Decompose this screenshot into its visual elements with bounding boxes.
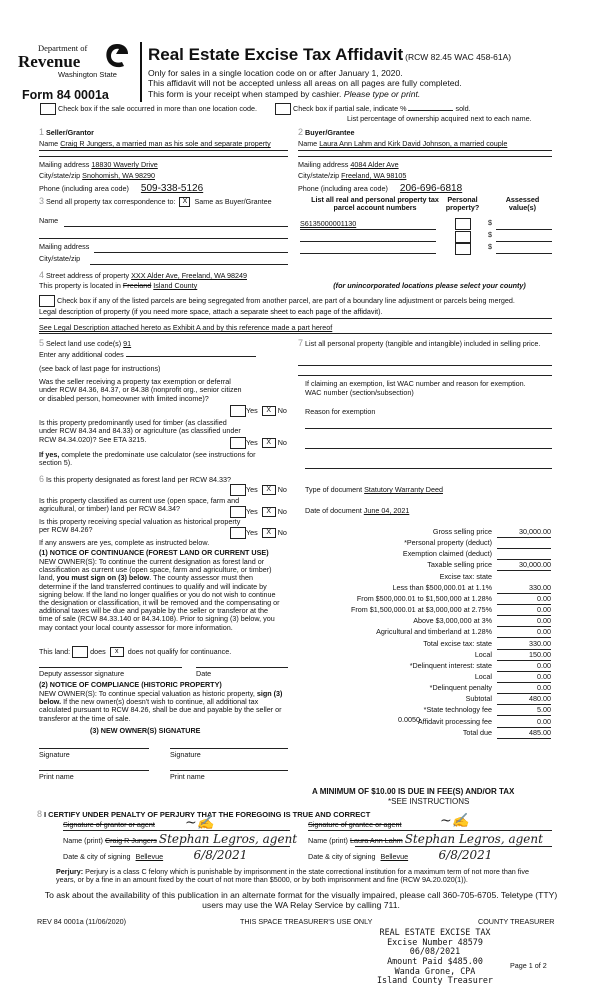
multi-location-label: Check box if the sale occurred in more than one location code. <box>58 103 257 113</box>
revision-label: REV 84 0001a (11/06/2020) <box>37 917 126 926</box>
legal-desc-field[interactable]: See Legal Description attached hereto as Exhibit A and by this reference made a part hereof <box>39 323 333 332</box>
grantee-signature-label: Signature of grantee or agent <box>308 820 402 829</box>
no-label: No <box>277 405 287 415</box>
deputy-signature-label: Deputy assessor signature <box>39 669 125 678</box>
buyer-name-label: Name <box>298 139 318 148</box>
reason-label: Reason for exemption <box>305 407 376 416</box>
section-4-number: 4 <box>39 270 45 280</box>
dor-logo <box>18 44 138 88</box>
answers-note: If any answers are yes, complete as instructed below. <box>39 538 210 547</box>
tax-row-value[interactable]: 480.00 <box>497 695 551 705</box>
partial-sale-checkbox[interactable] <box>275 103 291 115</box>
grantee-date-city-label: Date & city of signing <box>308 852 376 861</box>
segregation-checkbox[interactable] <box>39 295 55 307</box>
doc-type-label: Type of document <box>305 485 363 494</box>
buyer-phone-field[interactable]: 206-696-6818 <box>399 183 463 194</box>
yes-label: Yes <box>246 405 258 415</box>
seller-phone-label: Phone (including area code) <box>39 184 129 193</box>
sold-label: sold. <box>455 103 471 113</box>
logo-state: Washington State <box>58 70 117 79</box>
grantor-date-city-label: Date & city of signing <box>63 852 131 861</box>
tax-row-label: Above $3,000,000 at 3% <box>413 616 492 625</box>
perjury-text: Perjury is a class C felony which is punishable by imprisonment in the state correctional institution for a maximum term of not more than five years, or by a fine in an amount fixed by the court of not more than $5000, or by both imprisonment and fine (RCW 9A.20.020(1)). <box>56 867 529 885</box>
ownership-note: List percentage of ownership acquired next to each name. <box>347 114 532 123</box>
land-does-checkbox[interactable] <box>72 646 88 658</box>
forest-yes-checkbox[interactable] <box>230 484 246 496</box>
grantee-name-label: Name (print) <box>308 836 348 845</box>
corr-city-label: City/state/zip <box>39 254 81 263</box>
exemption-no-checkbox[interactable]: X <box>262 406 276 416</box>
wa-seal-icon <box>104 42 130 70</box>
header-line-1: Only for sales in a single location code on or after January 1, 2020. <box>148 68 403 78</box>
personal-property-checkbox-2[interactable] <box>455 231 471 243</box>
this-land-label: This land: <box>39 646 71 656</box>
minimum-fee-note: A MINIMUM OF $10.00 IS DUE IN FEE(S) AND/OR TAX <box>312 787 515 796</box>
same-as-buyer-checkbox[interactable]: X <box>179 197 190 207</box>
tax-row-label: Subtotal <box>465 694 492 703</box>
historic-no-checkbox[interactable]: X <box>262 528 276 538</box>
parcel-number-1[interactable]: S6135000001130 <box>300 219 357 228</box>
tax-row-value[interactable]: 485.00 <box>497 729 551 739</box>
same-as-buyer-label: Same as Buyer/Grantee <box>194 197 272 206</box>
local-rate-value: 0.0050 <box>398 715 420 724</box>
no-label: No <box>277 506 287 516</box>
tax-row-label: From $1,500,000.01 at $3,000,000 at 2.75% <box>350 605 492 614</box>
header-line-3: This form is your receipt when stamped by cashier. <box>148 88 342 99</box>
tax-row-label: Taxable selling price <box>427 560 492 569</box>
section-2-number: 2 <box>298 127 304 137</box>
grantor-date-field[interactable]: 6/8/2021 <box>193 848 248 862</box>
located-label: This property is located in <box>39 281 121 290</box>
tax-row-label: Exemption claimed (deduct) <box>402 549 492 558</box>
if-yes-bold: If yes, <box>39 450 60 459</box>
parcel-col-header: List all real and personal property tax parcel account numbers <box>311 195 439 213</box>
tax-row-label: Excise tax: state <box>439 572 492 581</box>
stamp-line: Island County Treasurer <box>377 975 493 986</box>
buyer-heading: Buyer/Grantee <box>305 128 355 137</box>
stamp-line: 06/08/2021 <box>409 946 461 957</box>
exemption-claim-label: If claiming an exemption, list WAC number and reason for exemption. <box>305 379 526 388</box>
stamp-line: Amount Paid $485.00 <box>387 955 483 966</box>
buyer-mail-field[interactable]: 4084 Alder Ave <box>350 160 399 169</box>
notice-continuance-text-b: you must sign on (3) below <box>56 573 150 583</box>
seller-mail-field[interactable]: 18830 Waverly Drive <box>91 160 158 169</box>
notice-compliance-text-b: sign (3) below. <box>39 689 283 707</box>
treasurer-stamp <box>360 928 510 986</box>
tax-row-label: From $500,000.01 to $1,500,000 at 1.28% <box>356 594 492 603</box>
notice-continuance-text-c: . The county assessor must then determine if the land transferred continues to qualify and will indicate by signing below. If the land no longer qualifies or you do not wish to continue the designation or classification, it will be removed and the compensating or additional taxes will be due and payable by the seller or transferor at the time of sale (RCW 84.33.140 or 84.34.108). Prior to signing (3) below, you may contact your local county assessor for more information. <box>39 573 280 632</box>
tax-row-label: Affidavit processing fee <box>417 717 492 726</box>
section-8-number: 8 <box>37 809 43 819</box>
form-number: Form 84 0001a <box>22 88 109 102</box>
logo-agency: Revenue <box>18 52 81 71</box>
tax-row-label: Local <box>474 672 492 681</box>
seller-mail-label: Mailing address <box>39 160 90 169</box>
seller-heading: Seller/Grantor <box>46 128 94 137</box>
corr-name-label: Name <box>39 216 59 225</box>
tax-row-label: Local <box>474 650 492 659</box>
buyer-city-label: City/state/zip <box>298 171 340 180</box>
section-5-number: 5 <box>39 338 45 348</box>
seller-city-label: City/state/zip <box>39 171 81 180</box>
header-line-2: This affidavit will not be accepted unless all areas on all pages are fully completed. <box>148 78 462 89</box>
tax-row-value[interactable] <box>497 539 551 549</box>
land-does-label: does <box>90 646 106 656</box>
county-select[interactable]: Island County <box>153 281 198 290</box>
current-use-question: Is this property classified as current use (open space, farm and agricultural, or timber) land per RCW 84.34? <box>39 496 240 514</box>
owner-signature-label-2: Signature <box>170 750 201 759</box>
current-use-no-checkbox[interactable]: X <box>262 507 276 517</box>
tax-row-label: *Personal property (deduct) <box>404 538 492 547</box>
section-3-number: 3 <box>39 196 45 206</box>
tax-row-value[interactable]: 30,000.00 <box>497 561 551 571</box>
tax-row-value[interactable]: 0.00 <box>497 718 551 728</box>
timber-question: Is this property predominantly used for timber (as classified under RCW 84.34 and 84.33) or agriculture (as classified under RCW 84.34.020)? See ETA 3215. <box>39 418 241 444</box>
segregation-label: Check box if any of the listed parcels are being segregated from another parcel, are part of a boundary line adjustment or parcels being merged. <box>57 295 515 305</box>
doc-date-label: Date of document <box>305 506 362 515</box>
grantee-name-struck: Laura Ann Lahm <box>349 836 403 845</box>
grantor-city-field[interactable]: Bellevue <box>135 852 164 861</box>
assessed-dollar-1: $ <box>488 218 492 227</box>
grantor-name-struck: Craig R Jungers <box>104 836 157 845</box>
buyer-city-field[interactable]: Freeland, WA 98105 <box>341 171 407 180</box>
stamp-line: Excise Number 48579 <box>387 936 483 947</box>
owner-signature-label-1: Signature <box>39 750 70 759</box>
assessed-col-header: Assessed value(s) <box>505 195 540 213</box>
grantor-signature-mark: ~✍ <box>185 815 215 831</box>
yes-label: Yes <box>246 484 258 494</box>
tax-row-label: Total excise tax: state <box>423 639 492 648</box>
tax-row-label: *Delinquent interest: state <box>409 661 492 670</box>
certify-heading: I CERTIFY UNDER PENALTY OF PERJURY THAT THE FOREGOING IS TRUE AND CORRECT <box>44 810 371 819</box>
corr-mail-label: Mailing address <box>39 242 90 251</box>
tax-row-label: *Delinquent penalty <box>429 683 492 692</box>
yes-label: Yes <box>246 527 258 537</box>
land-use-field[interactable]: 91 <box>123 339 132 348</box>
notice-compliance-title: (2) NOTICE OF COMPLIANCE (HISTORIC PROPERTY) <box>39 680 222 689</box>
notice-continuance-text-a: NEW OWNER(S): To continue the current designation as forest land or classification as current use (open space, farm and agriculture, or timber) land, <box>39 557 272 583</box>
seller-name-label: Name <box>39 139 59 148</box>
no-label: No <box>277 527 287 537</box>
street-label: Street address of property <box>46 271 130 280</box>
deputy-date-label: Date <box>196 669 212 678</box>
tax-row-value[interactable]: 330.00 <box>497 584 551 594</box>
grantor-name-label: Name (print) <box>63 836 103 845</box>
forest-question: Is this property designated as forest land per RCW 84.33? <box>46 475 231 484</box>
grantor-name-field[interactable]: Stephan Legros, agent <box>158 832 298 846</box>
grantee-city-field[interactable]: Bellevue <box>380 852 409 861</box>
unincorporated-note: (for unincorporated locations please select your county) <box>333 281 526 290</box>
exemption-yes-checkbox[interactable] <box>230 405 246 417</box>
buyer-mail-label: Mailing address <box>298 160 349 169</box>
personal-property-label: List all personal property (tangible and intangible) included in selling price. <box>305 339 541 348</box>
doc-date-field[interactable]: June 04, 2021 <box>363 506 410 515</box>
tax-row-label: *State technology fee <box>423 705 492 714</box>
stamp-line: Wanda Grone, CPA <box>394 965 476 976</box>
historic-question: Is this property receiving special valuation as historical property per RCW 84.26? <box>39 517 241 535</box>
timber-no-checkbox[interactable]: X <box>262 438 276 448</box>
personal-property-checkbox-3[interactable] <box>455 243 471 255</box>
tax-row-value[interactable]: 0.00 <box>497 628 551 638</box>
tax-row-value[interactable]: 330.00 <box>497 640 551 650</box>
notice-compliance-text-c: If the new owner(s) doesn't wish to continue, all additional tax calculated pursuant to RCW 84.26, shall be due and payable by the seller or transferor at the time of sale. <box>39 697 282 723</box>
page-number: Page 1 of 2 <box>510 961 547 970</box>
grantee-date-field[interactable]: 6/8/2021 <box>438 848 493 862</box>
owner-print-label-2: Print name <box>170 772 205 781</box>
section-6-number: 6 <box>39 474 45 484</box>
forest-no-checkbox[interactable]: X <box>262 485 276 495</box>
assessed-dollar-3: $ <box>488 242 492 251</box>
exemption-question: Was the seller receiving a property tax exemption or deferral under RCW 84.36, 84.37, or 84.38 (nonprofit org., senior citizen or disabled person, homeowner with limited income)? <box>39 377 242 403</box>
tax-row-value[interactable]: 0.00 <box>497 684 551 694</box>
tax-row-value[interactable]: 150.00 <box>497 651 551 661</box>
perjury-bold: Perjury: <box>56 867 84 876</box>
multi-location-checkbox[interactable] <box>40 103 56 115</box>
yes-label: Yes <box>246 437 258 447</box>
yes-label: Yes <box>246 506 258 516</box>
tax-row-value[interactable]: 30,000.00 <box>497 528 551 538</box>
county-treasurer-label: COUNTY TREASURER <box>478 917 555 926</box>
tax-row-value[interactable]: 0.00 <box>497 617 551 627</box>
wac-label: WAC number (section/subsection) <box>305 388 414 397</box>
header-type-print: Please type or print. <box>343 88 421 99</box>
if-yes-text: complete the predominate use calculator (see instructions for section 5). <box>39 450 256 468</box>
page-title: Real Estate Excise Tax Affidavit <box>148 45 404 64</box>
tax-row-value[interactable]: 0.00 <box>497 606 551 616</box>
buyer-phone-label: Phone (including area code) <box>298 184 388 193</box>
tax-row-label: Gross selling price <box>432 527 492 536</box>
owner-print-label-1: Print name <box>39 772 74 781</box>
tax-row-value[interactable]: 0.00 <box>497 595 551 605</box>
notice-continuance-title: (1) NOTICE OF CONTINUANCE (FOREST LAND OR CURRENT USE) <box>39 548 269 557</box>
seller-name-field[interactable]: Craig R Jungers, a married man as his sole and separate property <box>60 139 271 148</box>
see-instructions-note: *SEE INSTRUCTIONS <box>388 797 470 806</box>
legal-desc-label: Legal description of property (if you need more space, attach a separate sheet to each page of the affidavit). <box>39 307 383 316</box>
stamp-line: REAL ESTATE EXCISE TAX <box>379 927 491 937</box>
partial-sale-percent-field[interactable] <box>408 110 453 111</box>
accessibility-note: To ask about the availability of this publication in an alternate format for the visually impaired, please call 360-705-6705. Teletype (TTY) users may use the WA Relay Service by calling 711. <box>44 890 558 911</box>
street-field[interactable]: XXX Alder Ave, Freeland, WA 98249 <box>131 271 247 280</box>
section-1-number: 1 <box>39 127 45 137</box>
no-label: No <box>277 437 287 447</box>
tax-row-label: Less than $500,000.01 at 1.1% <box>392 583 492 592</box>
tax-row-label: Total due <box>462 728 492 737</box>
notice-compliance-text-a: NEW OWNER(S): To continue special valuation as historic property, <box>39 689 255 698</box>
land-use-label: Select land use code(s) <box>46 339 122 348</box>
personal-property-checkbox-1[interactable] <box>455 218 471 230</box>
header-divider <box>140 42 142 102</box>
land-does-not-checkbox[interactable]: x <box>110 647 124 657</box>
new-owner-signature-title: (3) NEW OWNER(S) SIGNATURE <box>90 726 201 735</box>
no-label: No <box>277 484 287 494</box>
doc-type-field[interactable]: Statutory Warranty Deed <box>364 485 443 494</box>
logo-dept-line: Department of <box>38 43 88 53</box>
grantor-signature-label: Signature of grantor or agent <box>63 820 155 829</box>
tax-row-value[interactable]: 0.00 <box>497 673 551 683</box>
located-struck: Freeland <box>122 281 152 290</box>
additional-codes-field[interactable] <box>126 356 256 357</box>
assessed-dollar-2: $ <box>488 230 492 239</box>
section-7-number: 7 <box>298 338 304 348</box>
partial-sale-label: Check box if partial sale, indicate % <box>293 103 407 113</box>
seller-phone-field[interactable]: 509-338-5126 <box>140 183 204 194</box>
personal-col-header: Personal property? <box>445 195 480 213</box>
timber-yes-checkbox[interactable] <box>230 437 246 449</box>
land-does-not-label: does not qualify for continuance. <box>127 646 232 656</box>
tax-row-label: Agricultural and timberland at 1.28% <box>376 627 492 636</box>
correspondence-label: Send all property tax correspondence to: <box>46 197 176 206</box>
see-back-note: (see back of last page for instructions) <box>39 364 161 373</box>
tax-row-value[interactable] <box>497 550 551 560</box>
tax-row-value[interactable]: 5.00 <box>497 706 551 716</box>
buyer-name-field[interactable]: Laura Ann Lahm and Kirk David Johnson, a married couple <box>319 139 508 148</box>
additional-codes-label: Enter any additional codes <box>39 350 124 359</box>
grantee-name-field[interactable]: Stephan Legros, agent <box>404 832 543 846</box>
title-citation: (RCW 82.45 WAC 458-61A) <box>405 52 512 62</box>
seller-city-field[interactable]: Snohomish, WA 98290 <box>82 171 156 180</box>
tax-row-value[interactable]: 0.00 <box>497 662 551 672</box>
treasurer-only-label: THIS SPACE TREASURER'S USE ONLY <box>240 917 373 926</box>
grantee-signature-mark: ~✍ <box>440 813 470 829</box>
